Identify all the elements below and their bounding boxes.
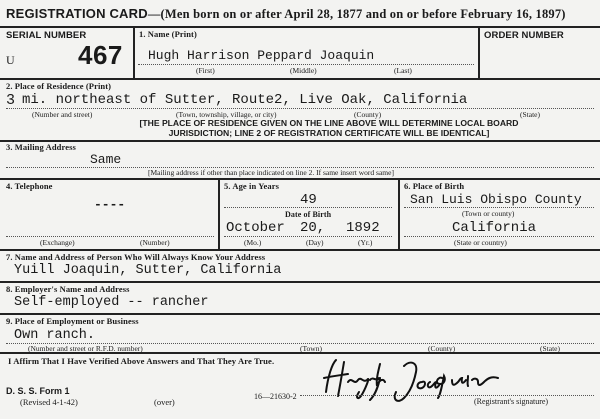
form-number: D. S. S. Form 1 bbox=[6, 386, 70, 396]
employment-town-caption: (Town) bbox=[300, 344, 322, 353]
first-name-caption: (First) bbox=[196, 66, 215, 75]
card-title: REGISTRATION CARD bbox=[6, 6, 148, 21]
employer-value: Self-employed -- rancher bbox=[14, 295, 209, 310]
residence-underline bbox=[6, 108, 594, 109]
divider bbox=[0, 281, 600, 283]
mailing-address-value: Same bbox=[90, 152, 122, 167]
serial-number-label: SERIAL NUMBER bbox=[6, 30, 87, 41]
birthplace-town-caption: (Town or county) bbox=[462, 209, 515, 218]
divider bbox=[0, 140, 600, 142]
divider bbox=[0, 178, 600, 180]
residence-label: 2. Place of Residence (Print) bbox=[6, 81, 112, 91]
residence-notice bbox=[94, 118, 564, 138]
residence-notice-line1: [THE PLACE OF RESIDENCE GIVEN ON THE LINE ABOVE WILL DETERMINE LOCAL BOARD bbox=[139, 118, 519, 128]
birthplace-state-underline bbox=[404, 236, 594, 237]
dob-day: 20, bbox=[300, 220, 326, 236]
birthplace-state: California bbox=[452, 220, 537, 236]
age-label: 5. Age in Years bbox=[224, 181, 280, 191]
dob-month: October bbox=[226, 220, 285, 236]
age-underline bbox=[224, 207, 392, 208]
residence-county-caption: (County) bbox=[354, 110, 382, 119]
form-revised: (Revised 4-1-42) bbox=[20, 397, 78, 407]
employment-state-caption: (State) bbox=[540, 344, 560, 353]
residence-number: 3 bbox=[6, 92, 16, 109]
birthplace-state-caption: (State or country) bbox=[454, 238, 507, 247]
signature-caption: (Registrant's signature) bbox=[474, 397, 549, 406]
name-label: 1. Name (Print) bbox=[139, 29, 197, 39]
dob-day-caption: (Day) bbox=[306, 238, 324, 247]
last-name-caption: (Last) bbox=[394, 66, 412, 75]
employment-place-value: Own ranch. bbox=[14, 328, 96, 343]
telephone-exchange-caption: (Exchange) bbox=[40, 238, 75, 247]
telephone-number-caption: (Number) bbox=[140, 238, 170, 247]
card-subtitle: —(Men born on or after April 28, 1877 and on or before February 16, 1897) bbox=[147, 7, 566, 21]
middle-name-caption: (Middle) bbox=[290, 66, 317, 75]
dob-month-caption: (Mo.) bbox=[244, 238, 262, 247]
employer-label: 8. Employer's Name and Address bbox=[6, 284, 130, 294]
dob-year: 1892 bbox=[346, 220, 380, 236]
contact-person-label: 7. Name and Address of Person Who Will Always Know Your Address bbox=[6, 252, 266, 262]
employment-place-label: 9. Place of Employment or Business bbox=[6, 316, 139, 326]
divider bbox=[218, 178, 220, 249]
divider bbox=[0, 313, 600, 315]
dob-underline bbox=[224, 236, 392, 237]
order-number-label: ORDER NUMBER bbox=[484, 30, 564, 41]
birthplace-town: San Luis Obispo County bbox=[410, 192, 582, 207]
dob-year-caption: (Yr.) bbox=[358, 238, 373, 247]
dob-label: Date of Birth bbox=[285, 210, 332, 219]
employment-number-caption: (Number and street or R.F.D. number) bbox=[28, 344, 143, 353]
divider bbox=[0, 26, 600, 28]
affirmation-text: I Affirm That I Have Verified Above Answers and That They Are True. bbox=[8, 356, 275, 366]
birthplace-label: 6. Place of Birth bbox=[404, 181, 465, 191]
residence-notice-line2: JURISDICTION; LINE 2 OF REGISTRATION CERTIFICATE WILL BE IDENTICAL] bbox=[168, 128, 490, 138]
divider bbox=[398, 178, 400, 249]
mailing-address-label: 3. Mailing Address bbox=[6, 142, 76, 152]
telephone-underline bbox=[6, 236, 214, 237]
serial-prefix: U bbox=[6, 53, 15, 67]
serial-number-value: 467 bbox=[78, 40, 123, 70]
residence-value: mi. northeast of Sutter, Route2, Live Oak, California bbox=[22, 92, 468, 108]
telephone-label: 4. Telephone bbox=[6, 181, 53, 191]
divider bbox=[133, 26, 135, 78]
signature-line bbox=[300, 395, 594, 396]
employment-county-caption: (County) bbox=[428, 344, 456, 353]
age-value: 49 bbox=[300, 192, 317, 208]
name-underline bbox=[138, 64, 474, 65]
residence-state-caption: (State) bbox=[520, 110, 540, 119]
mailing-note: [Mailing address if other than place indicated on line 2. If same insert word same] bbox=[148, 168, 394, 177]
contact-person-value: Yuill Joaquin, Sutter, California bbox=[14, 263, 282, 278]
divider bbox=[0, 78, 600, 80]
divider bbox=[478, 26, 480, 78]
card-header bbox=[6, 6, 566, 22]
residence-number-caption: (Number and street) bbox=[32, 110, 93, 119]
over-note: (over) bbox=[154, 397, 175, 407]
residence-town-caption: (Town, township, village, or city) bbox=[176, 110, 277, 119]
birthplace-underline bbox=[404, 207, 594, 208]
name-value: Hugh Harrison Peppard Joaquin bbox=[148, 48, 375, 63]
print-code: 16—21630-2 bbox=[254, 392, 297, 401]
telephone-value: ---- bbox=[94, 197, 126, 212]
divider bbox=[0, 249, 600, 251]
